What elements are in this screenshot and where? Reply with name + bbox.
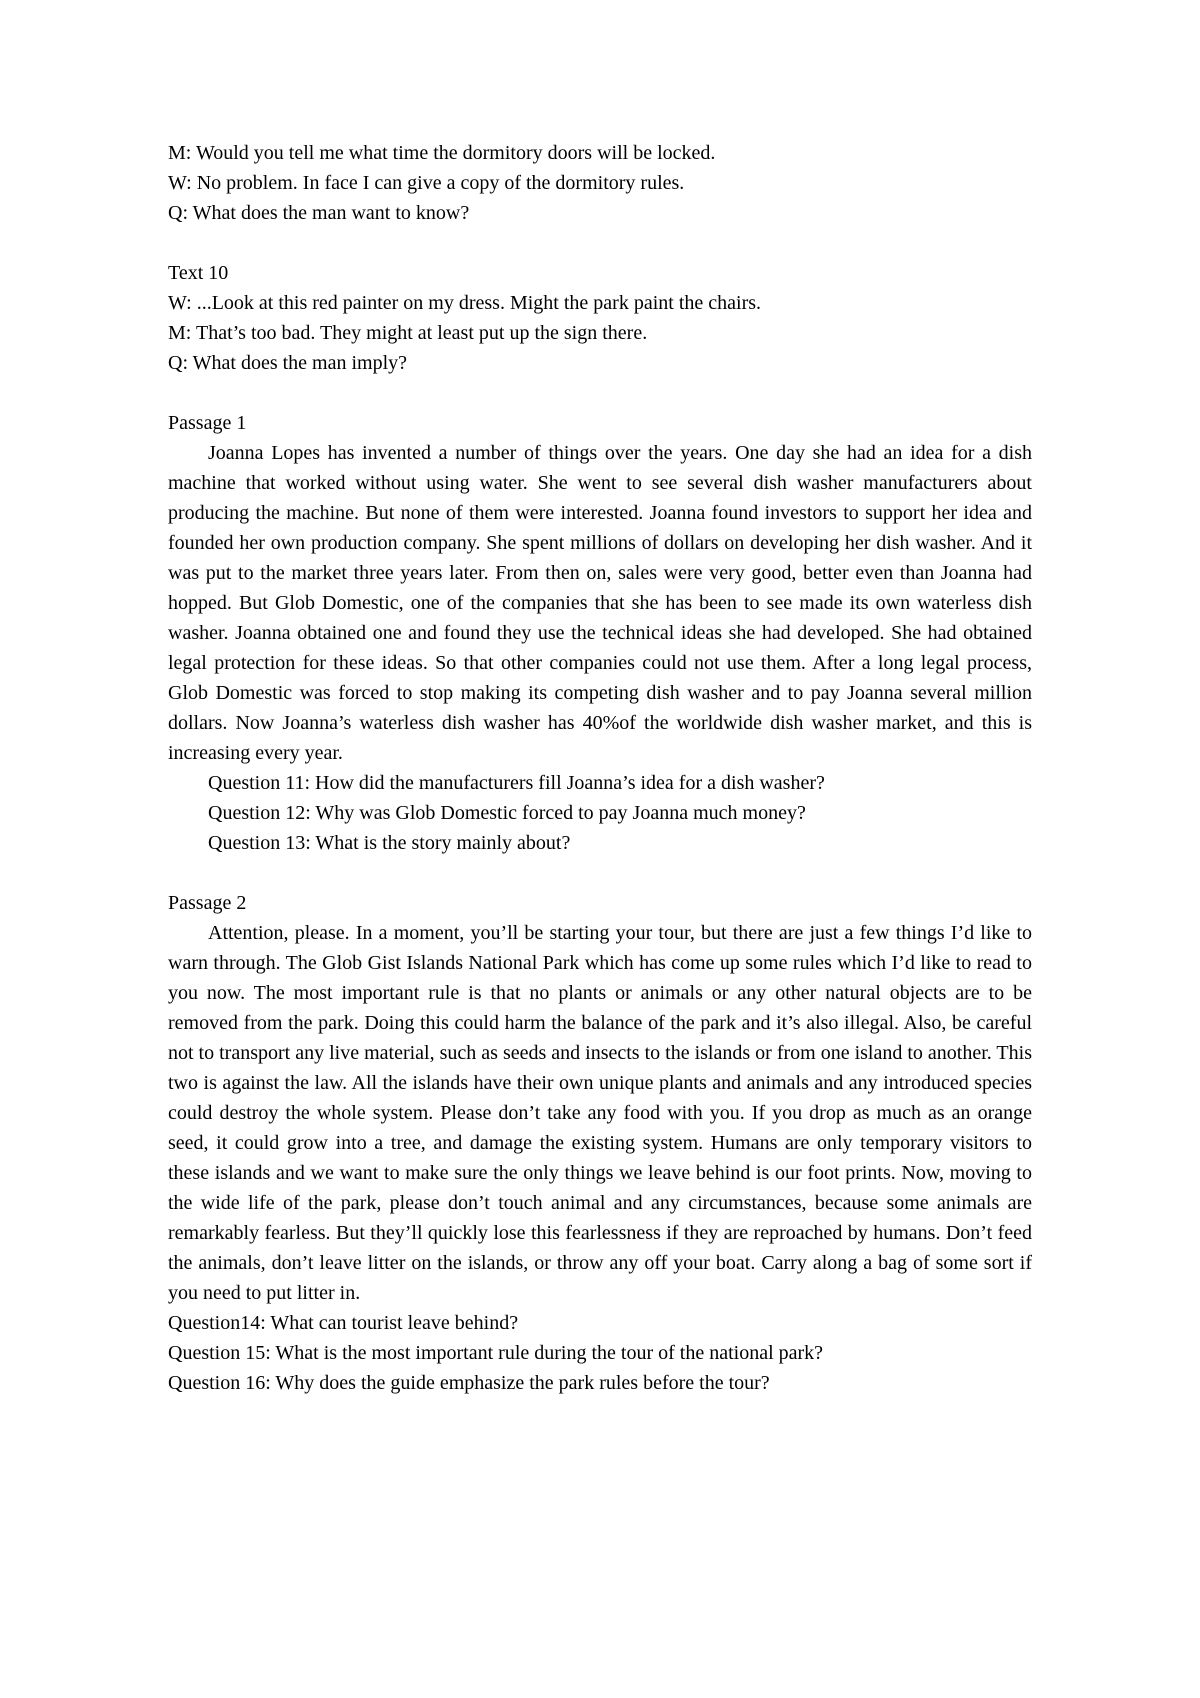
question-line-14: Question14: What can tourist leave behind? xyxy=(168,1312,519,1334)
text10-heading: Text 10 xyxy=(168,262,229,284)
question-line-16: Question 16: Why does the guide emphasize the park rules before the tour? xyxy=(168,1372,770,1394)
dialog-line-m: M: Would you tell me what time the dormitory doors will be locked. xyxy=(168,142,716,164)
dialog-line-w: W: No problem. In face I can give a copy of the dormitory rules. xyxy=(168,172,685,194)
passage2-body: Attention, please. In a moment, you’ll be starting your tour, but there are just a few things I’d like to warn through. The Glob Gist Islands National Park which has come up some rules which I’d like to read to you now. The most important rule is that no plants or animals or any other natural objects are to be removed from the park. Doing this could harm the balance of the park and it’s also illegal. Also, be careful not to transport any live material, such as seeds and insects to the islands or from one island to another. This two is against the law. All the islands have their own unique plants and animals and any introduced species could destroy the whole system. Please don’t take any food with you. If you drop as much as an orange seed, it could grow into a tree, and damage the existing system. Humans are only temporary visitors to these islands and we want to make sure the only things we leave behind is our foot prints. Now, moving to the wide life of the park, please don’t touch animal and any circumstances, because some animals are remarkably fearless. But they’ll quickly lose this fearlessness if they are reproached by humans. Don’t feed the animals, don’t leave litter on the islands, or throw any off your boat. Carry along a bag of some sort if you need to put litter in. xyxy=(168,922,1032,1304)
question-line-15: Question 15: What is the most important rule during the tour of the national park? xyxy=(168,1342,824,1364)
passage2-heading: Passage 2 xyxy=(168,892,247,914)
question-line-12: Question 12: Why was Glob Domestic forced to pay Joanna much money? xyxy=(208,802,806,824)
passage1-heading: Passage 1 xyxy=(168,412,247,434)
passage1-body: Joanna Lopes has invented a number of things over the years. One day she had an idea for a dish machine that worked without using water. She went to see several dish washer manufacturers about producing the machine. But none of them were interested. Joanna found investors to support her idea and founded her own production company. She spent millions of dollars on developing her dish washer. And it was put to the market three years later. From then on, sales were very good, better even than Joanna had hopped. But Glob Domestic, one of the companies that she has been to see made its own waterless dish washer. Joanna obtained one and found they use the technical ideas she had developed. She had obtained legal protection for these ideas. So that other companies could not use them. After a long legal process, Glob Domestic was forced to stop making its competing dish washer and to pay Joanna several million dollars. Now Joanna’s waterless dish washer has 40%of the worldwide dish washer market, and this is increasing every year. xyxy=(168,442,1032,764)
dialog-line-w: W: ...Look at this red painter on my dress. Might the park paint the chairs. xyxy=(168,292,762,314)
dialog-question-line: Q: What does the man imply? xyxy=(168,352,408,374)
dialog-question-line: Q: What does the man want to know? xyxy=(168,202,470,224)
question-line-13: Question 13: What is the story mainly about? xyxy=(208,832,571,854)
question-line-11: Question 11: How did the manufacturers fill Joanna’s idea for a dish washer? xyxy=(208,772,825,794)
dialog-line-m: M: That’s too bad. They might at least put up the sign there. xyxy=(168,322,648,344)
